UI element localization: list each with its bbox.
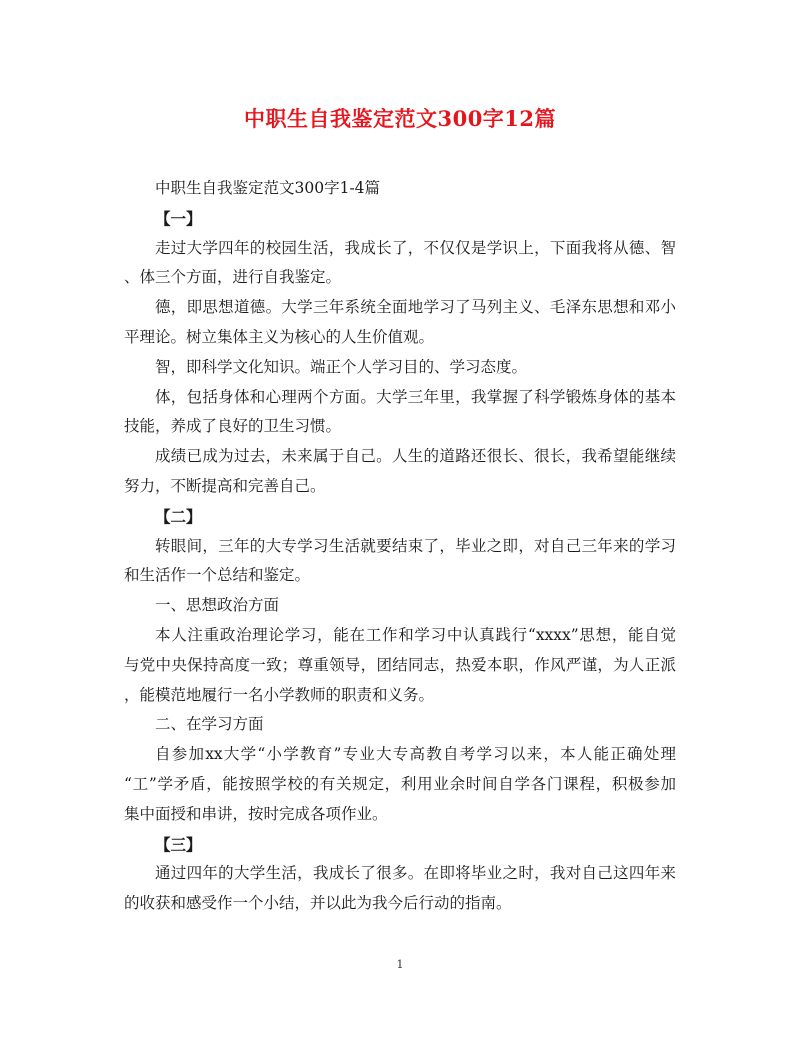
paragraph-line: 自参加xx大学“小学教育”专业大专高教自考学习以来，本人能正确处理 bbox=[155, 745, 676, 764]
paragraph-line: 本人注重政治理论学习，能在工作和学习中认真践行“xxxx”思想，能自觉 bbox=[155, 625, 676, 644]
paragraph-line: 成绩已成为过去，未来属于自己。人生的道路还很长、很长，我希望能继续 bbox=[155, 447, 676, 466]
page-number: 1 bbox=[396, 958, 404, 971]
paragraph-line: 、体三个方面，进行自我鉴定。 bbox=[124, 268, 342, 287]
subheading-study: 二、在学习方面 bbox=[155, 715, 264, 734]
paragraph-line: 平理论。树立集体主义为核心的人生价值观。 bbox=[124, 327, 435, 346]
paragraph-line: 的收获和感受作一个小结，并以此为我今后行动的指南。 bbox=[124, 894, 512, 913]
paragraph-line: 与党中央保持高度一致；尊重领导，团结同志，热爱本职，作风严谨，为人正派 bbox=[124, 655, 676, 674]
paragraph-line: 德，即思想道德。大学三年系统全面地学习了马列主义、毛泽东思想和邓小 bbox=[155, 298, 676, 317]
section-heading-three: 【三】 bbox=[155, 834, 202, 854]
paragraph-line: 集中面授和串讲，按时完成各项作业。 bbox=[124, 804, 388, 823]
paragraph-line: ，能模范地履行一名小学教师的职责和义务。 bbox=[124, 685, 435, 704]
paragraph-line: 走过大学四年的校园生活，我成长了，不仅仅是学识上，下面我将从德、智 bbox=[155, 238, 676, 257]
document-title: 中职生自我鉴定范文300字12篇 bbox=[243, 106, 557, 131]
paragraph-line: 体，包括身体和心理两个方面。大学三年里，我掌握了科学锻炼身体的基本 bbox=[155, 387, 676, 406]
paragraph-line: 和生活作一个总结和鉴定。 bbox=[124, 566, 311, 585]
paragraph-line: 智，即科学文化知识。端正个人学习目的、学习态度。 bbox=[155, 357, 528, 376]
paragraph-line: 技能，养成了良好的卫生习惯。 bbox=[124, 417, 342, 436]
paragraph-line: 转眼间，三年的大专学习生活就要结束了，毕业之即，对自己三年来的学习 bbox=[155, 536, 676, 555]
subheading-politics: 一、思想政治方面 bbox=[155, 596, 280, 615]
paragraph-line: 努力，不断提高和完善自己。 bbox=[124, 476, 326, 495]
document-body bbox=[124, 174, 676, 919]
section-heading-two: 【二】 bbox=[155, 506, 202, 526]
paragraph-line: 通过四年的大学生活，我成长了很多。在即将毕业之时，我对自己这四年来 bbox=[155, 864, 676, 883]
subtitle: 中职生自我鉴定范文300字1-4篇 bbox=[155, 179, 381, 197]
section-heading-one: 【一】 bbox=[155, 208, 202, 228]
paragraph-line: “工”学矛盾，能按照学校的有关规定，利用业余时间自学各门课程，积极参加 bbox=[124, 774, 676, 793]
